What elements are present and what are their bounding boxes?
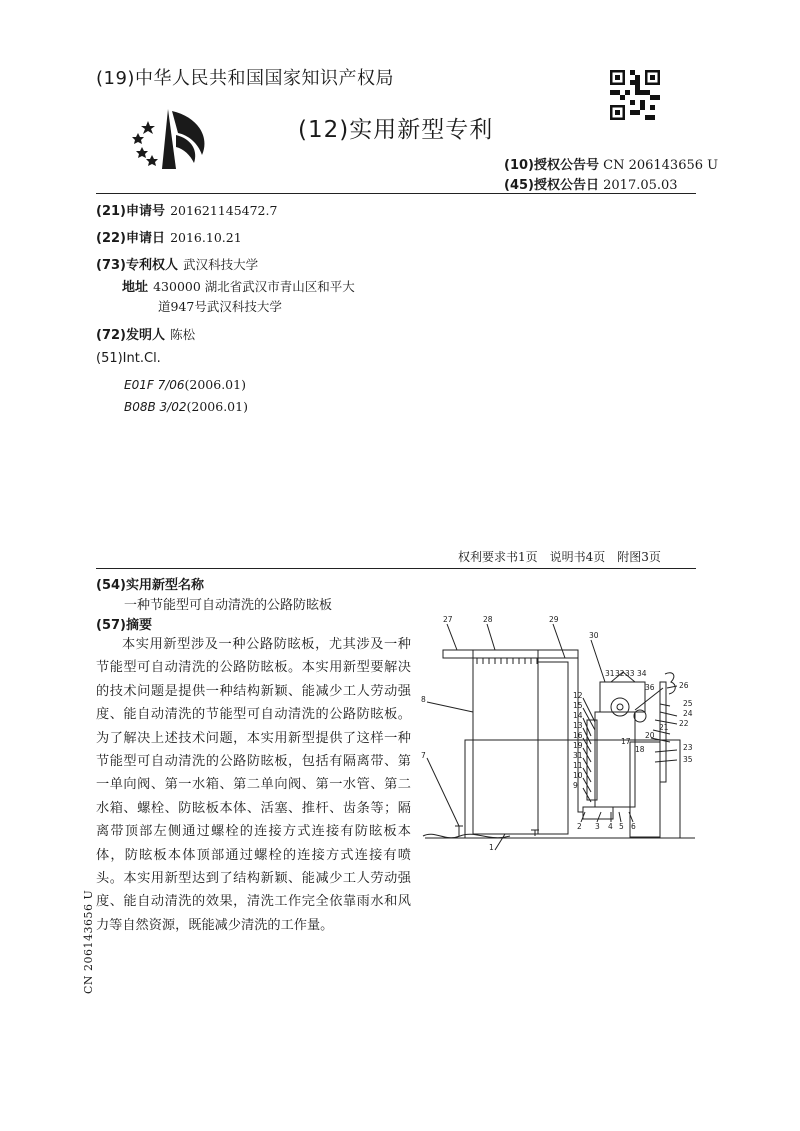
inventor xyxy=(96,324,195,343)
inventor-label: (72)发明人 xyxy=(96,328,165,343)
label-19: 19 xyxy=(573,741,583,750)
label-29: 29 xyxy=(549,615,559,624)
utility-model-title: 一种节能型可自动清洗的公路防眩板 xyxy=(124,598,333,613)
publication-date xyxy=(504,174,678,193)
ground-line xyxy=(423,834,510,837)
address-label: 地址 xyxy=(122,280,149,295)
label-31: 31 xyxy=(605,669,615,678)
label-3: 3 xyxy=(595,822,600,831)
application-date xyxy=(96,227,242,246)
label-7: 7 xyxy=(421,751,426,760)
label-8: 8 xyxy=(421,695,426,704)
label-34: 34 xyxy=(637,669,647,678)
address-line2: 道947号武汉科技大学 xyxy=(158,299,282,314)
label-30: 30 xyxy=(589,631,599,640)
label-35: 35 xyxy=(683,755,693,764)
label-33: 33 xyxy=(625,669,635,678)
ipc-version: (2006.01) xyxy=(184,377,246,392)
spray-pipe xyxy=(443,650,578,658)
label-12: 12 xyxy=(573,691,583,700)
label-20: 20 xyxy=(645,731,655,740)
cnipa-logo xyxy=(128,103,214,175)
pub-no-value: CN 206143656 U xyxy=(603,158,719,173)
abstract-text: 本实用新型涉及一种公路防眩板，尤其涉及一种节能型可自动清洗的公路防眩板。本实用新型要解决的技术问题是提供一种结构新颖、能减少工人劳动强度、能自动清洗的节能型可自动清洗的公路防眩板。为了解决上述技术问题，本实用新型提供了这样一种节能型可自动清洗的公路防眩板，包括有隔离带、第一单向阀、第一水箱、第二单向阀、第一水管、第二水箱、螺栓、防眩板本体、活塞、推杆、齿条等；隔离带顶部左侧通过螺栓的连接方式连接有防眩板本体，防眩板本体顶部通过螺栓的连接方式连接有喷头。本实用新型达到了结构新颖、能减少工人劳动强度、能自动清洗的效果，清洗工作完全依靠雨水和风力等自然资源，既能减少清洗的工作量。 xyxy=(96,637,411,933)
pub-date-value: 2017.05.03 xyxy=(603,178,678,193)
ipc-entry-1 xyxy=(124,374,246,393)
label-1: 1 xyxy=(489,843,494,852)
label-13: 13 xyxy=(573,721,583,730)
label-25: 25 xyxy=(683,699,693,708)
int-cl-label: (51)Int.Cl. xyxy=(96,351,161,366)
page-counts: 权利要求书1页 说明书4页 附图3页 xyxy=(458,550,661,564)
header-rule xyxy=(96,193,696,194)
ipc-entry-2 xyxy=(124,396,248,415)
label-24: 24 xyxy=(683,709,693,718)
title-label: (54)实用新型名称 xyxy=(96,578,204,593)
label-11: 11 xyxy=(573,761,583,770)
water-tank-2 xyxy=(595,712,635,807)
ipc-version: (2006.01) xyxy=(186,399,248,414)
gear xyxy=(611,698,629,716)
patentee-label: (73)专利权人 xyxy=(96,258,178,273)
office-name: (19)中华人民共和国国家知识产权局 xyxy=(96,68,394,89)
abstract-label: (57)摘要 xyxy=(96,618,152,633)
app-no-value: 201621145472.7 xyxy=(170,203,278,218)
pub-no-label: (10)授权公告号 xyxy=(504,158,599,173)
ipc-code: B08B 3/02 xyxy=(124,400,187,414)
label-36: 36 xyxy=(645,683,655,692)
label-27: 27 xyxy=(443,615,453,624)
patentee-value: 武汉科技大学 xyxy=(183,257,259,272)
address-line1: 430000 湖北省武汉市青山区和平大 xyxy=(153,279,355,294)
label-23: 23 xyxy=(683,743,693,752)
app-date-value: 2016.10.21 xyxy=(170,230,242,245)
label-22: 22 xyxy=(679,719,689,728)
fan-blade xyxy=(665,673,675,694)
label-9: 9 xyxy=(573,781,578,790)
label-26: 26 xyxy=(679,681,689,690)
label-10: 10 xyxy=(573,771,583,780)
publication-number xyxy=(504,154,718,173)
patent-drawing xyxy=(415,612,700,852)
app-no-label: (21)申请号 xyxy=(96,204,165,219)
label-14: 14 xyxy=(573,711,583,720)
label-15: 15 xyxy=(573,701,583,710)
app-date-label: (22)申请日 xyxy=(96,231,165,246)
label-5: 5 xyxy=(619,822,624,831)
patentee xyxy=(96,254,258,273)
side-publication-number: CN 206143656 U xyxy=(82,889,95,994)
application-number xyxy=(96,200,277,219)
label-31b: 31 xyxy=(573,751,583,760)
anti-glare-panel-2 xyxy=(538,662,568,834)
anti-glare-panel-1 xyxy=(473,650,538,834)
pub-date-label: (45)授权公告日 xyxy=(504,178,599,193)
label-28: 28 xyxy=(483,615,493,624)
qr-code xyxy=(610,70,660,120)
label-6: 6 xyxy=(631,822,636,831)
label-18: 18 xyxy=(635,745,645,754)
label-16: 16 xyxy=(573,731,583,740)
inventor-value: 陈松 xyxy=(170,327,196,342)
label-17: 17 xyxy=(621,737,631,746)
label-2: 2 xyxy=(577,822,582,831)
ipc-code: E01F 7/06 xyxy=(124,378,185,392)
section-rule xyxy=(96,568,696,569)
address xyxy=(122,276,355,295)
label-32: 32 xyxy=(615,669,625,678)
label-21: 21 xyxy=(659,723,669,732)
patent-type: (12)实用新型专利 xyxy=(298,117,494,143)
label-4: 4 xyxy=(608,822,613,831)
